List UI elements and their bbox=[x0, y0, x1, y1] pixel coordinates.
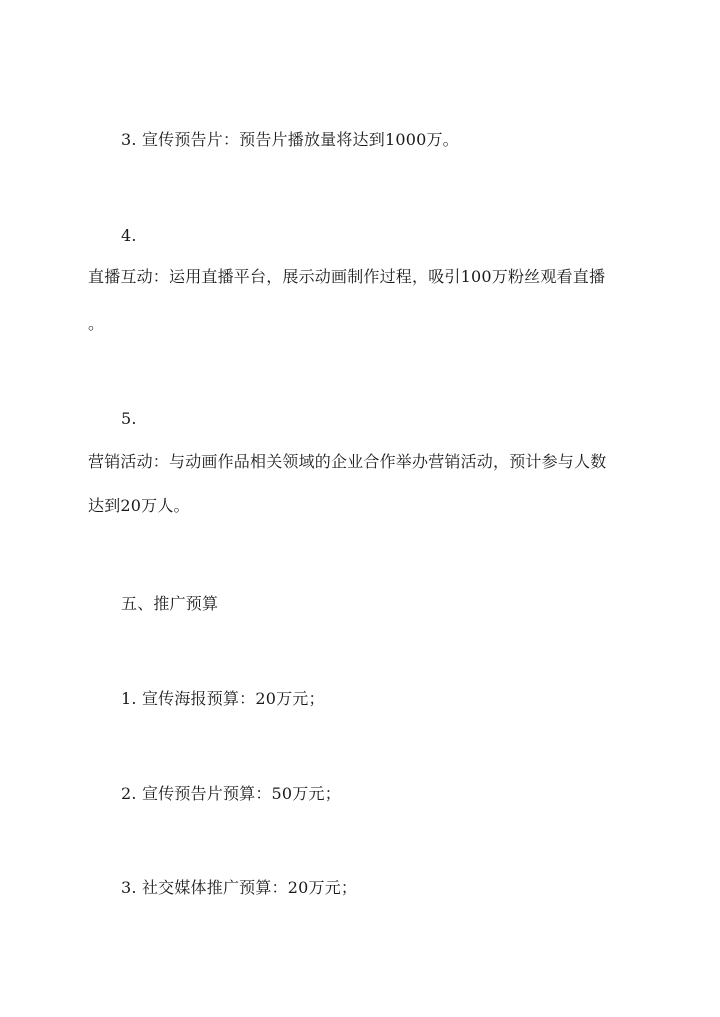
list-item-marketing-line2: 达到20万人。 bbox=[88, 496, 190, 515]
list-item-livestream-line2: 。 bbox=[88, 314, 105, 333]
list-item-number-4: 4. bbox=[121, 226, 137, 245]
list-item-livestream-line1: 直播互动：运用直播平台，展示动画制作过程，吸引100万粉丝观看直播 bbox=[88, 267, 606, 286]
list-item-trailer: 3. 宣传预告片：预告片播放量将达到1000万。 bbox=[121, 130, 459, 149]
budget-item-poster: 1. 宣传海报预算：20万元； bbox=[121, 689, 325, 708]
budget-item-trailer: 2. 宣传预告片预算：50万元； bbox=[121, 784, 341, 803]
list-item-number-5: 5. bbox=[121, 409, 137, 428]
section-heading: 五、推广预算 bbox=[121, 594, 219, 613]
list-item-marketing-line1: 营销活动：与动画作品相关领域的企业合作举办营销活动，预计参与人数 bbox=[88, 452, 607, 471]
budget-item-social-media: 3. 社交媒体推广预算：20万元； bbox=[121, 878, 358, 897]
